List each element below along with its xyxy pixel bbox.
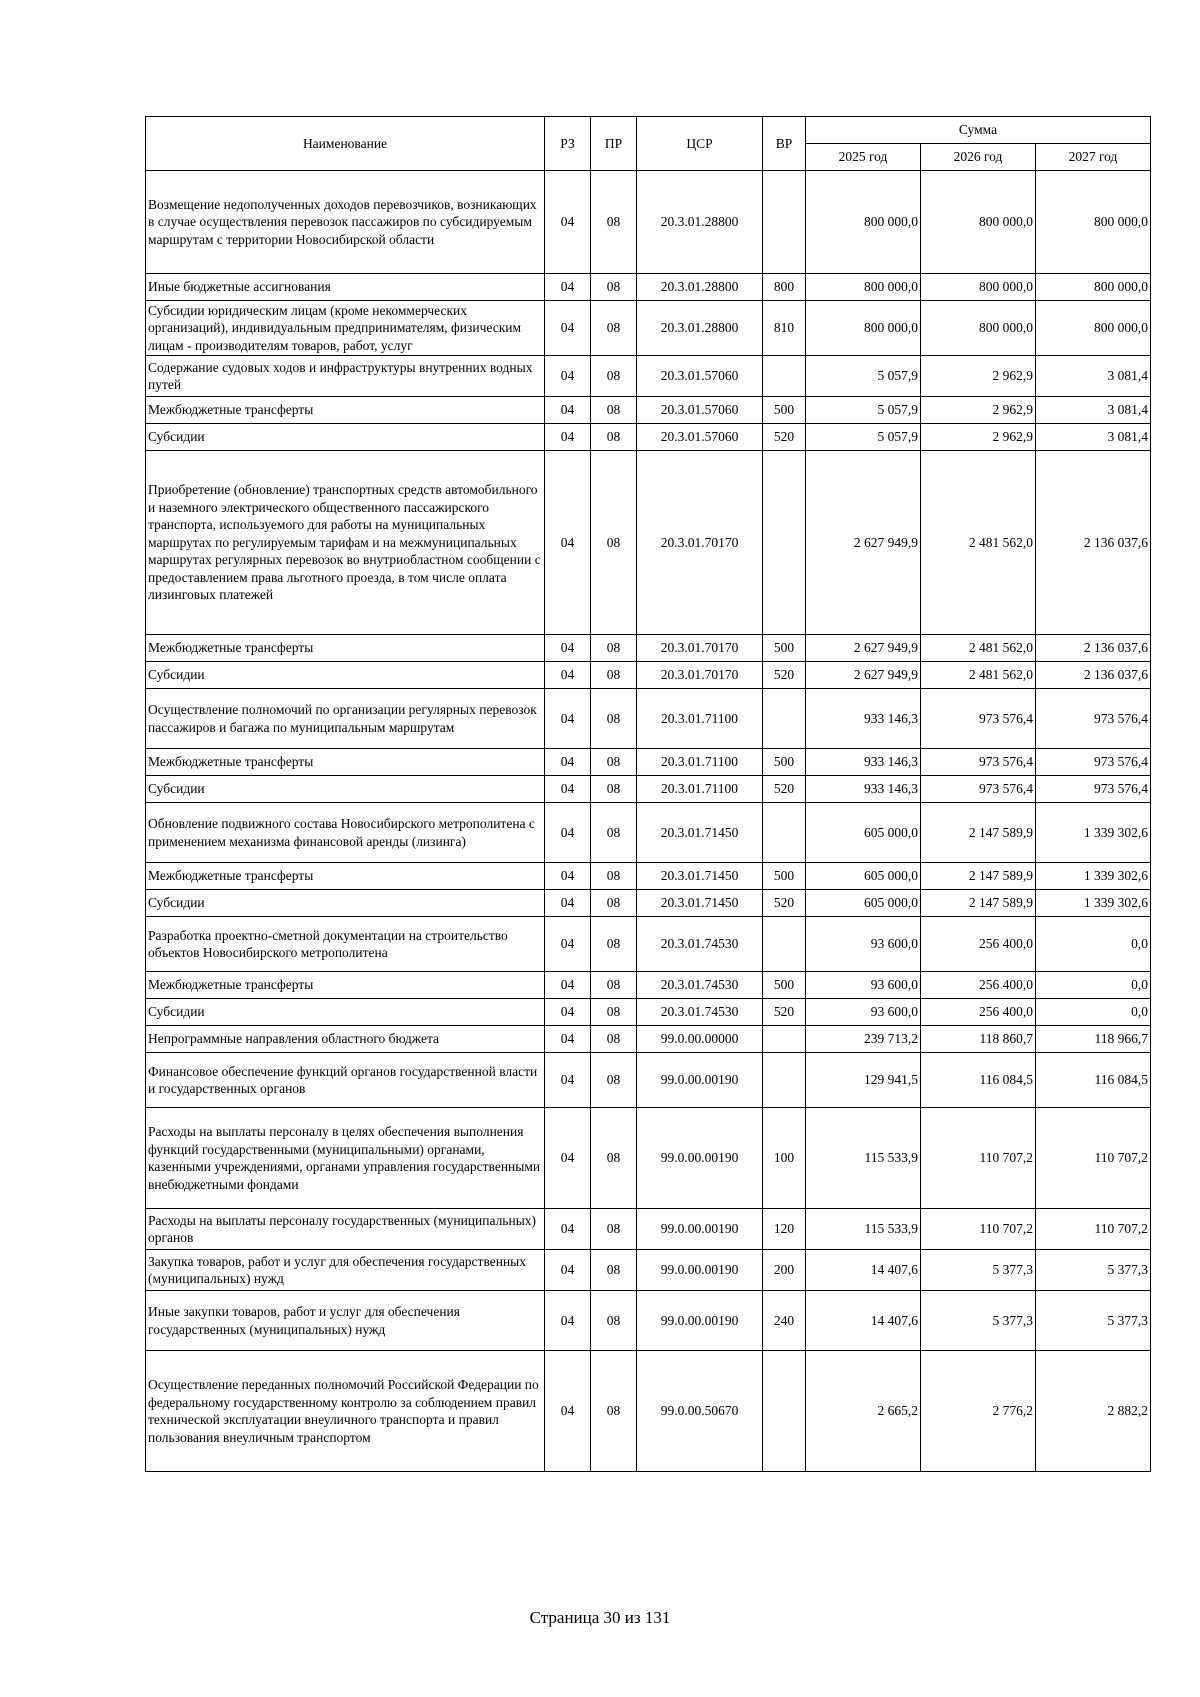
row-amount-2025: 93 600,0 (806, 999, 921, 1026)
row-name: Субсидии (146, 424, 545, 451)
row-amount-2027: 0,0 (1036, 972, 1151, 999)
row-amount-2026: 2 481 562,0 (921, 451, 1036, 635)
row-amount-2026: 2 776,2 (921, 1351, 1036, 1472)
row-amount-2026: 2 147 589,9 (921, 890, 1036, 917)
row-csr: 20.3.01.71100 (637, 749, 763, 776)
row-pr: 08 (591, 397, 637, 424)
table-row (146, 917, 1151, 972)
header-pr: ПР (591, 117, 637, 171)
row-vr: 810 (763, 301, 806, 356)
row-vr (763, 1351, 806, 1472)
row-rz: 04 (545, 274, 591, 301)
row-amount-2027: 3 081,4 (1036, 424, 1151, 451)
row-vr: 500 (763, 972, 806, 999)
table-row (146, 999, 1151, 1026)
row-amount-2026: 973 576,4 (921, 776, 1036, 803)
row-vr (763, 1053, 806, 1108)
row-amount-2025: 115 533,9 (806, 1108, 921, 1209)
table-row (146, 171, 1151, 274)
header-vr: ВР (763, 117, 806, 171)
row-vr (763, 689, 806, 749)
row-vr: 500 (763, 397, 806, 424)
row-amount-2025: 2 627 949,9 (806, 662, 921, 689)
row-vr: 520 (763, 662, 806, 689)
row-csr: 20.3.01.28800 (637, 274, 763, 301)
row-amount-2027: 3 081,4 (1036, 397, 1151, 424)
row-amount-2026: 5 377,3 (921, 1250, 1036, 1291)
row-vr (763, 1026, 806, 1053)
row-amount-2025: 605 000,0 (806, 863, 921, 890)
row-rz: 04 (545, 1209, 591, 1250)
row-csr: 99.0.00.00190 (637, 1250, 763, 1291)
row-rz: 04 (545, 1291, 591, 1351)
row-amount-2025: 800 000,0 (806, 301, 921, 356)
table-row (146, 1108, 1151, 1209)
row-pr: 08 (591, 749, 637, 776)
row-pr: 08 (591, 689, 637, 749)
row-name: Обновление подвижного состава Новосибирского метрополитена с применением механизма финансовой аренды (лизинга) (146, 803, 545, 863)
row-amount-2025: 2 627 949,9 (806, 451, 921, 635)
row-amount-2027: 973 576,4 (1036, 749, 1151, 776)
row-amount-2025: 933 146,3 (806, 749, 921, 776)
row-rz: 04 (545, 301, 591, 356)
row-pr: 08 (591, 803, 637, 863)
row-name: Субсидии юридическим лицам (кроме некоммерческих организаций), индивидуальным предпринимателям, физическим лицам - производителям товаров, работ, услуг (146, 301, 545, 356)
row-vr: 520 (763, 999, 806, 1026)
budget-table (145, 116, 1151, 1472)
header-csr: ЦСР (637, 117, 763, 171)
table-row (146, 424, 1151, 451)
row-name: Финансовое обеспечение функций органов государственной власти и государственных органов (146, 1053, 545, 1108)
row-amount-2025: 115 533,9 (806, 1209, 921, 1250)
row-csr: 20.3.01.71450 (637, 863, 763, 890)
row-name: Непрограммные направления областного бюджета (146, 1026, 545, 1053)
row-csr: 20.3.01.57060 (637, 424, 763, 451)
row-name: Содержание судовых ходов и инфраструктуры внутренних водных путей (146, 356, 545, 397)
header-rz: РЗ (545, 117, 591, 171)
row-amount-2026: 256 400,0 (921, 999, 1036, 1026)
row-amount-2026: 116 084,5 (921, 1053, 1036, 1108)
row-vr (763, 171, 806, 274)
row-csr: 20.3.01.71100 (637, 776, 763, 803)
table-row (146, 1250, 1151, 1291)
row-amount-2026: 2 962,9 (921, 424, 1036, 451)
row-pr: 08 (591, 171, 637, 274)
row-amount-2027: 800 000,0 (1036, 301, 1151, 356)
table-row (146, 689, 1151, 749)
row-pr: 08 (591, 1108, 637, 1209)
row-amount-2026: 2 481 562,0 (921, 662, 1036, 689)
row-pr: 08 (591, 635, 637, 662)
row-pr: 08 (591, 1291, 637, 1351)
row-amount-2027: 2 136 037,6 (1036, 662, 1151, 689)
row-vr: 200 (763, 1250, 806, 1291)
row-amount-2026: 2 481 562,0 (921, 635, 1036, 662)
row-amount-2025: 800 000,0 (806, 274, 921, 301)
row-csr: 20.3.01.71100 (637, 689, 763, 749)
row-amount-2026: 2 962,9 (921, 356, 1036, 397)
row-csr: 20.3.01.28800 (637, 301, 763, 356)
row-name: Субсидии (146, 776, 545, 803)
table-row (146, 274, 1151, 301)
row-pr: 08 (591, 1209, 637, 1250)
row-name: Межбюджетные трансферты (146, 749, 545, 776)
row-pr: 08 (591, 1053, 637, 1108)
row-rz: 04 (545, 917, 591, 972)
row-rz: 04 (545, 863, 591, 890)
row-name: Разработка проектно-сметной документации на строительство объектов Новосибирского метрополитена (146, 917, 545, 972)
row-csr: 20.3.01.28800 (637, 171, 763, 274)
row-name: Межбюджетные трансферты (146, 972, 545, 999)
row-vr: 500 (763, 863, 806, 890)
row-rz: 04 (545, 749, 591, 776)
row-amount-2026: 256 400,0 (921, 972, 1036, 999)
row-amount-2027: 800 000,0 (1036, 171, 1151, 274)
row-csr: 20.3.01.57060 (637, 397, 763, 424)
row-amount-2025: 5 057,9 (806, 356, 921, 397)
row-rz: 04 (545, 451, 591, 635)
row-amount-2027: 116 084,5 (1036, 1053, 1151, 1108)
table-row (146, 635, 1151, 662)
row-rz: 04 (545, 803, 591, 863)
row-vr: 240 (763, 1291, 806, 1351)
row-vr (763, 917, 806, 972)
row-vr (763, 356, 806, 397)
row-amount-2025: 5 057,9 (806, 397, 921, 424)
row-name: Субсидии (146, 662, 545, 689)
row-amount-2025: 93 600,0 (806, 917, 921, 972)
row-rz: 04 (545, 424, 591, 451)
row-vr: 520 (763, 776, 806, 803)
row-csr: 20.3.01.74530 (637, 999, 763, 1026)
row-amount-2027: 2 136 037,6 (1036, 635, 1151, 662)
row-amount-2027: 800 000,0 (1036, 274, 1151, 301)
row-pr: 08 (591, 424, 637, 451)
row-amount-2025: 93 600,0 (806, 972, 921, 999)
row-rz: 04 (545, 890, 591, 917)
row-name: Закупка товаров, работ и услуг для обеспечения государственных (муниципальных) нужд (146, 1250, 545, 1291)
table-row (146, 397, 1151, 424)
row-rz: 04 (545, 689, 591, 749)
row-amount-2027: 110 707,2 (1036, 1108, 1151, 1209)
table-row (146, 451, 1151, 635)
row-rz: 04 (545, 972, 591, 999)
row-pr: 08 (591, 1250, 637, 1291)
row-pr: 08 (591, 776, 637, 803)
row-name: Иные бюджетные ассигнования (146, 274, 545, 301)
row-name: Межбюджетные трансферты (146, 863, 545, 890)
table-body (146, 171, 1151, 1472)
row-csr: 20.3.01.57060 (637, 356, 763, 397)
row-amount-2026: 800 000,0 (921, 301, 1036, 356)
table-header (146, 117, 1151, 171)
row-amount-2027: 2 882,2 (1036, 1351, 1151, 1472)
table-row (146, 356, 1151, 397)
row-amount-2027: 2 136 037,6 (1036, 451, 1151, 635)
row-pr: 08 (591, 274, 637, 301)
row-name: Межбюджетные трансферты (146, 397, 545, 424)
row-amount-2027: 110 707,2 (1036, 1209, 1151, 1250)
row-name: Осуществление полномочий по организации регулярных перевозок пассажиров и багажа по муниципальным маршрутам (146, 689, 545, 749)
row-csr: 99.0.00.00000 (637, 1026, 763, 1053)
page-number: Страница 30 из 131 (529, 1608, 671, 1627)
row-csr: 99.0.00.00190 (637, 1108, 763, 1209)
table-row (146, 749, 1151, 776)
row-csr: 99.0.00.00190 (637, 1209, 763, 1250)
row-amount-2025: 933 146,3 (806, 776, 921, 803)
row-amount-2026: 256 400,0 (921, 917, 1036, 972)
row-pr: 08 (591, 972, 637, 999)
row-amount-2027: 3 081,4 (1036, 356, 1151, 397)
row-amount-2025: 2 627 949,9 (806, 635, 921, 662)
row-amount-2026: 973 576,4 (921, 689, 1036, 749)
row-amount-2027: 1 339 302,6 (1036, 803, 1151, 863)
row-csr: 99.0.00.00190 (637, 1291, 763, 1351)
table-row (146, 863, 1151, 890)
row-name: Межбюджетные трансферты (146, 635, 545, 662)
table-row (146, 1351, 1151, 1472)
row-name: Субсидии (146, 890, 545, 917)
row-amount-2027: 973 576,4 (1036, 689, 1151, 749)
header-name: Наименование (146, 117, 545, 171)
row-amount-2025: 14 407,6 (806, 1250, 921, 1291)
table-row (146, 301, 1151, 356)
table-row (146, 890, 1151, 917)
row-csr: 20.3.01.70170 (637, 662, 763, 689)
row-amount-2025: 239 713,2 (806, 1026, 921, 1053)
row-amount-2026: 5 377,3 (921, 1291, 1036, 1351)
row-amount-2025: 14 407,6 (806, 1291, 921, 1351)
header-year-2026: 2026 год (921, 144, 1036, 171)
header-year-2025: 2025 год (806, 144, 921, 171)
row-vr: 500 (763, 749, 806, 776)
row-amount-2025: 5 057,9 (806, 424, 921, 451)
row-name: Расходы на выплаты персоналу в целях обеспечения выполнения функций государственными (муниципальными) органами, казенными учреждениями, органами управления государственными внебюджетными фондами (146, 1108, 545, 1209)
row-pr: 08 (591, 917, 637, 972)
row-vr: 100 (763, 1108, 806, 1209)
row-amount-2026: 973 576,4 (921, 749, 1036, 776)
row-vr: 520 (763, 890, 806, 917)
row-pr: 08 (591, 863, 637, 890)
table-row (146, 1209, 1151, 1250)
row-vr: 520 (763, 424, 806, 451)
row-amount-2027: 1 339 302,6 (1036, 863, 1151, 890)
row-rz: 04 (545, 999, 591, 1026)
row-rz: 04 (545, 356, 591, 397)
table-row (146, 1291, 1151, 1351)
row-amount-2025: 800 000,0 (806, 171, 921, 274)
row-csr: 99.0.00.50670 (637, 1351, 763, 1472)
row-amount-2026: 110 707,2 (921, 1209, 1036, 1250)
row-name: Субсидии (146, 999, 545, 1026)
row-csr: 99.0.00.00190 (637, 1053, 763, 1108)
row-rz: 04 (545, 171, 591, 274)
row-amount-2027: 5 377,3 (1036, 1250, 1151, 1291)
row-rz: 04 (545, 776, 591, 803)
row-pr: 08 (591, 999, 637, 1026)
row-amount-2026: 2 962,9 (921, 397, 1036, 424)
row-amount-2027: 973 576,4 (1036, 776, 1151, 803)
row-amount-2025: 2 665,2 (806, 1351, 921, 1472)
row-amount-2026: 118 860,7 (921, 1026, 1036, 1053)
row-pr: 08 (591, 356, 637, 397)
row-name: Иные закупки товаров, работ и услуг для обеспечения государственных (муниципальных) нужд (146, 1291, 545, 1351)
table-row (146, 972, 1151, 999)
row-name: Возмещение недополученных доходов перевозчиков, возникающих в случае осуществления перевозок пассажиров по субсидируемым маршрутам с территории Новосибирской области (146, 171, 545, 274)
table-row (146, 1026, 1151, 1053)
row-rz: 04 (545, 1108, 591, 1209)
row-amount-2026: 110 707,2 (921, 1108, 1036, 1209)
row-rz: 04 (545, 635, 591, 662)
row-amount-2026: 800 000,0 (921, 274, 1036, 301)
row-pr: 08 (591, 1026, 637, 1053)
row-rz: 04 (545, 662, 591, 689)
row-amount-2025: 933 146,3 (806, 689, 921, 749)
row-pr: 08 (591, 1351, 637, 1472)
row-rz: 04 (545, 1351, 591, 1472)
row-rz: 04 (545, 1053, 591, 1108)
row-rz: 04 (545, 1026, 591, 1053)
row-amount-2026: 2 147 589,9 (921, 803, 1036, 863)
row-amount-2027: 1 339 302,6 (1036, 890, 1151, 917)
row-amount-2025: 605 000,0 (806, 803, 921, 863)
row-vr: 120 (763, 1209, 806, 1250)
row-name: Расходы на выплаты персоналу государственных (муниципальных) органов (146, 1209, 545, 1250)
row-amount-2026: 800 000,0 (921, 171, 1036, 274)
row-csr: 20.3.01.71450 (637, 890, 763, 917)
row-csr: 20.3.01.74530 (637, 917, 763, 972)
row-pr: 08 (591, 451, 637, 635)
row-pr: 08 (591, 662, 637, 689)
row-amount-2027: 5 377,3 (1036, 1291, 1151, 1351)
header-year-2027: 2027 год (1036, 144, 1151, 171)
row-vr (763, 451, 806, 635)
table-row (146, 776, 1151, 803)
table-row (146, 662, 1151, 689)
row-csr: 20.3.01.70170 (637, 635, 763, 662)
table-row (146, 803, 1151, 863)
row-vr (763, 803, 806, 863)
row-rz: 04 (545, 397, 591, 424)
row-amount-2026: 2 147 589,9 (921, 863, 1036, 890)
row-amount-2027: 118 966,7 (1036, 1026, 1151, 1053)
row-pr: 08 (591, 890, 637, 917)
row-name: Осуществление переданных полномочий Российской Федерации по федеральному государственному контролю за соблюдением правил технической эксплуатации внеуличного транспорта и правил пользования внеуличным транспортом (146, 1351, 545, 1472)
row-csr: 20.3.01.70170 (637, 451, 763, 635)
table-row (146, 1053, 1151, 1108)
header-sum: Сумма (806, 117, 1151, 144)
row-vr: 800 (763, 274, 806, 301)
row-amount-2027: 0,0 (1036, 999, 1151, 1026)
row-vr: 500 (763, 635, 806, 662)
row-amount-2025: 605 000,0 (806, 890, 921, 917)
row-amount-2027: 0,0 (1036, 917, 1151, 972)
row-rz: 04 (545, 1250, 591, 1291)
row-csr: 20.3.01.71450 (637, 803, 763, 863)
row-amount-2025: 129 941,5 (806, 1053, 921, 1108)
row-csr: 20.3.01.74530 (637, 972, 763, 999)
row-pr: 08 (591, 301, 637, 356)
row-name: Приобретение (обновление) транспортных средств автомобильного и наземного электрического общественного пассажирского транспорта, используемого для работы на муниципальных маршрутах по регулируемым тарифам и на межмуниципальных маршрутах регулярных перевозок во внутриобластном сообщении с предоставлением права льготного проезда, в том числе оплата лизинговых платежей (146, 451, 545, 635)
